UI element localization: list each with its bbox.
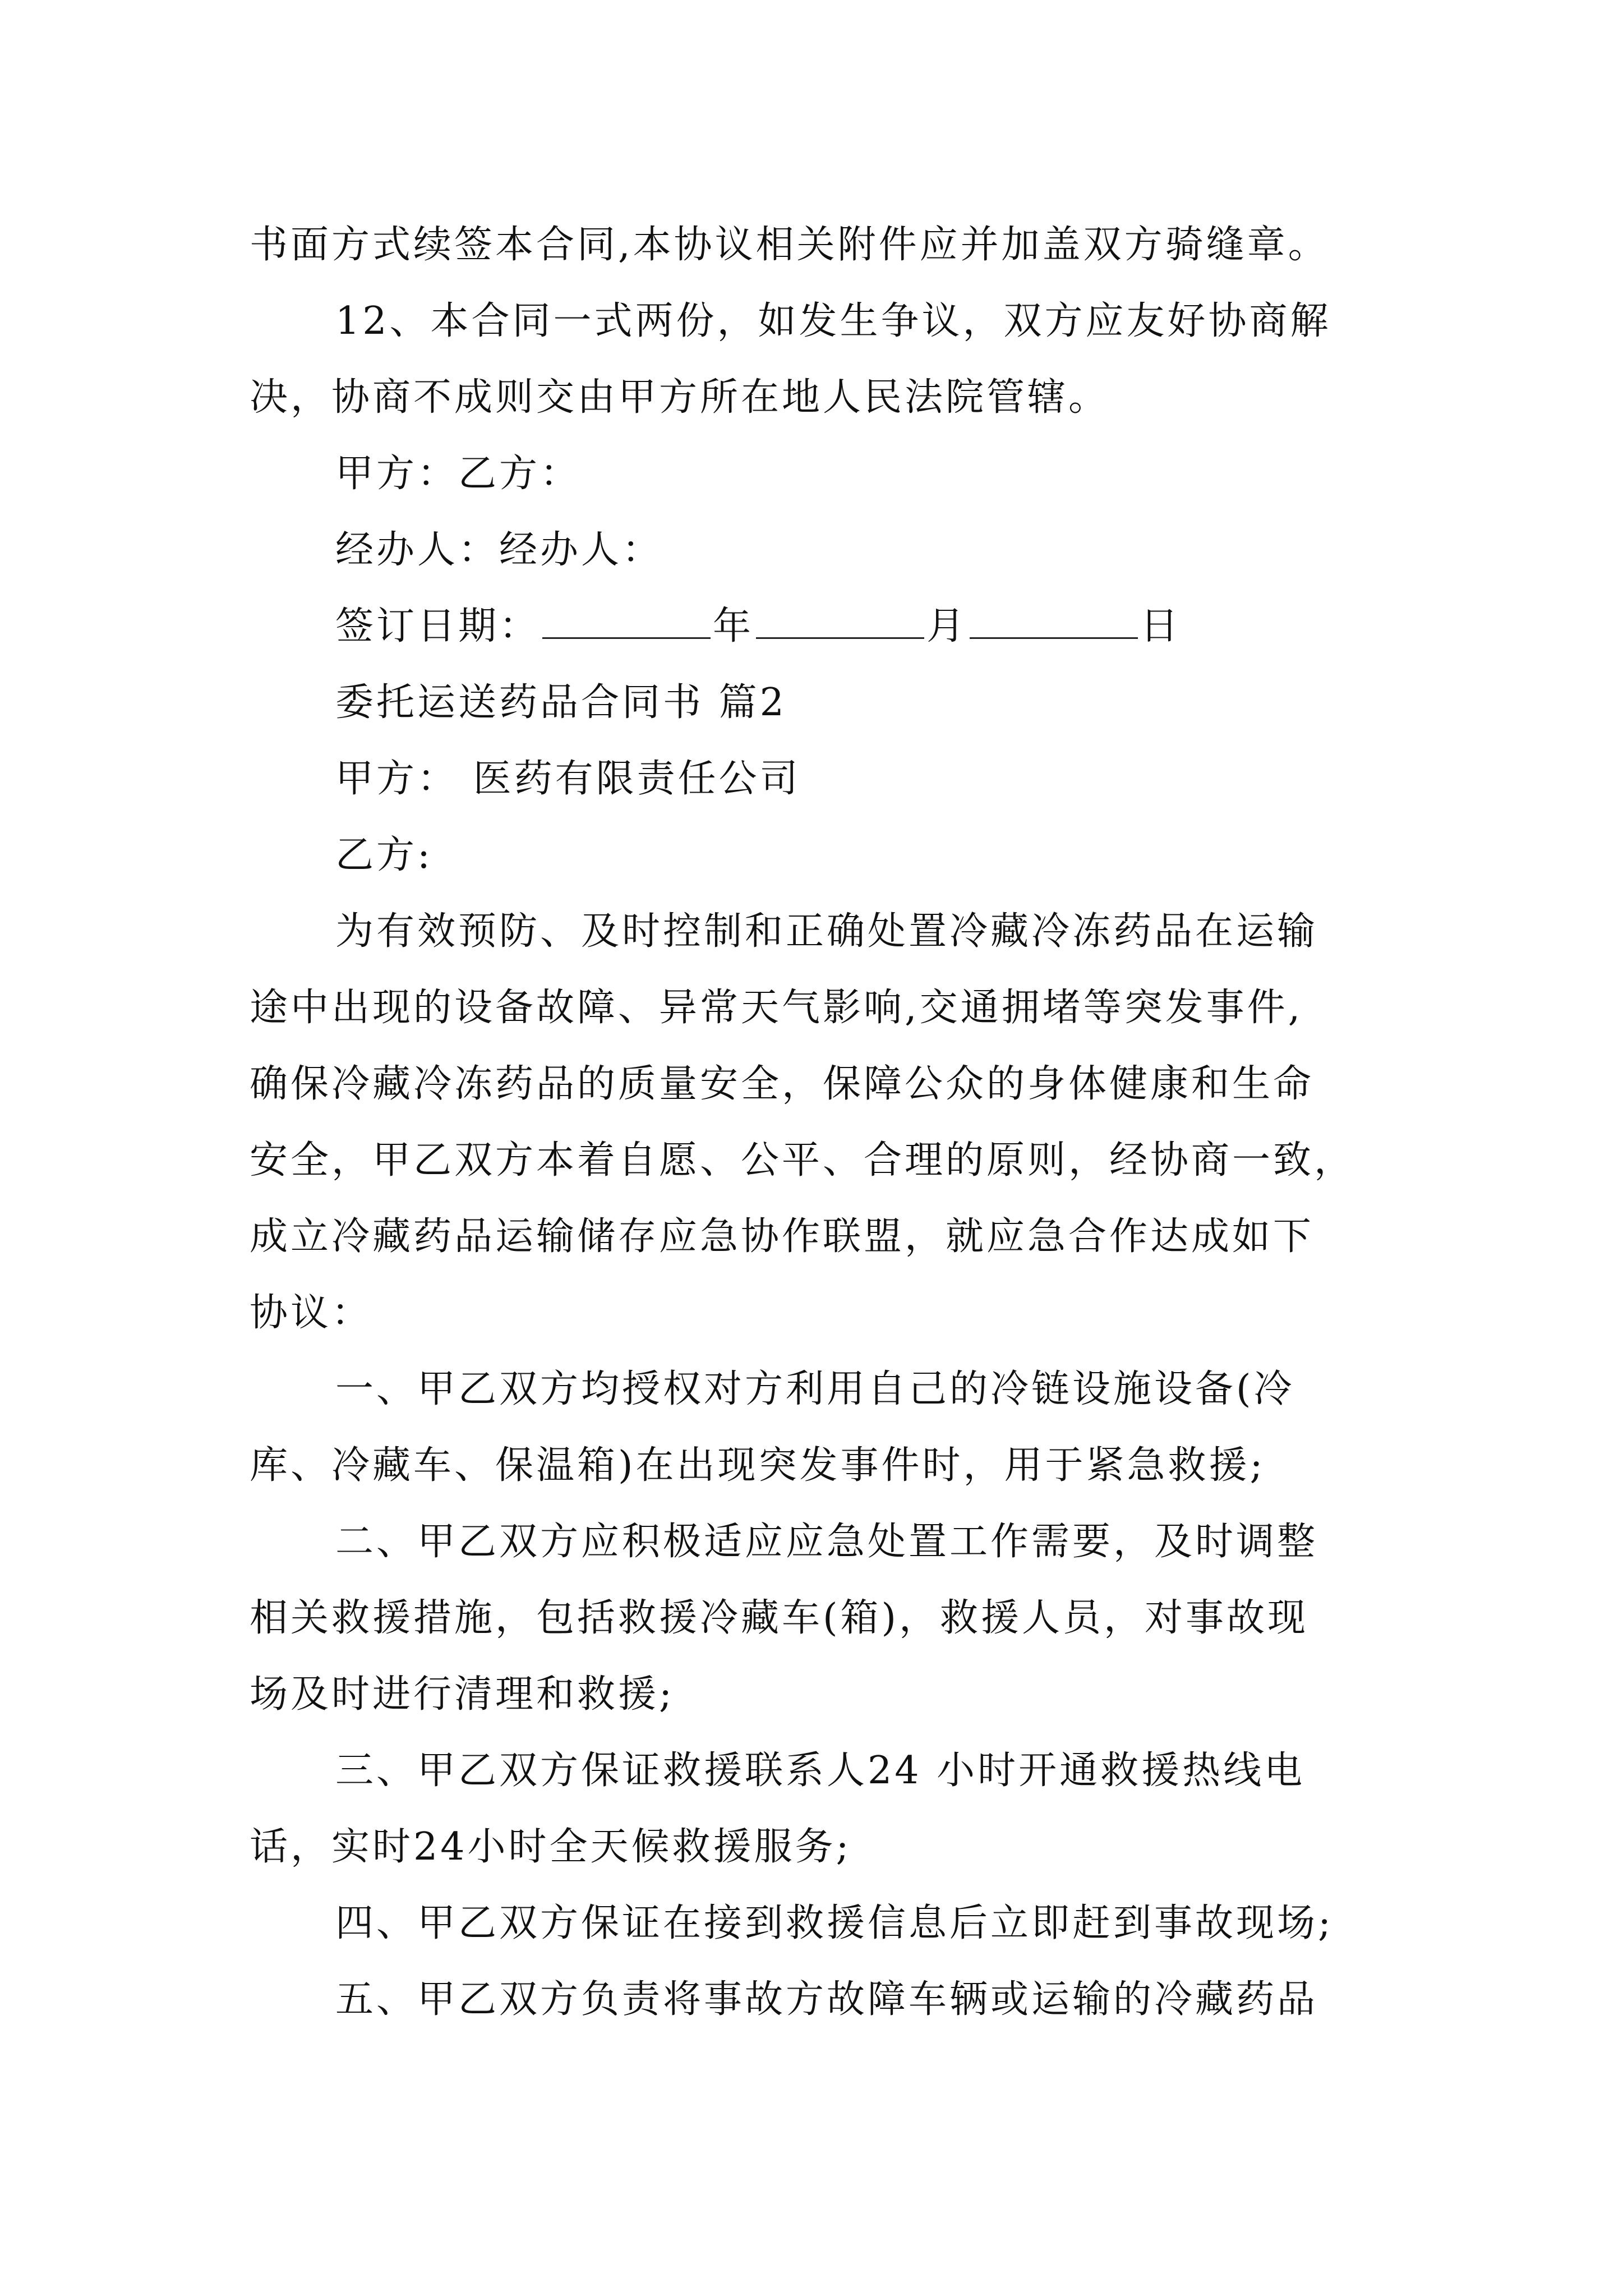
body-line: 安全，甲乙双方本着自愿、公平、合理的原则，经协商一致， [250,1138,1355,1182]
party-label-line: 甲方：乙方： [335,452,582,496]
section-title: 委托运送药品合同书 篇2 [335,680,787,725]
day-blank [970,602,1138,639]
body-line: 四、甲乙双方保证在接到救援信息后立即赶到事故现场; [335,1901,1334,1945]
body-line: 库、冷藏车、保温箱)在出现突发事件时，用于紧急救援; [250,1443,1266,1488]
body-line: 确保冷藏冷冻药品的质量安全，保障公众的身体健康和生命 [250,1062,1315,1106]
body-line: 相关救援措施，包括救援冷藏车(箱)，救援人员，对事故现 [250,1596,1309,1640]
body-line: 为有效预防、及时控制和正确处置冷藏冷冻药品在运输 [335,909,1318,954]
month-label: 月 [926,604,968,648]
month-blank [756,602,924,639]
paragraph-line: 决，协商不成则交由甲方所在地人民法院管辖。 [250,375,1110,420]
body-line: 场及时进行清理和救援; [250,1672,675,1717]
paragraph-line: 12、本合同一式两份，如发生争议，双方应友好协商解 [335,299,1331,343]
body-line: 协议： [250,1291,373,1335]
body-line: 话，实时24小时全天候救援服务; [250,1825,852,1869]
body-line: 途中出现的设备故障、异常天气影响,交通拥堵等突发事件, [250,986,1303,1030]
day-label: 日 [1140,604,1182,648]
party-b-line: 乙方: [335,833,433,877]
year-label: 年 [713,604,754,648]
body-line: 一、甲乙双方均授权对方利用自己的冷链设施设备(冷 [335,1367,1295,1411]
body-line: 成立冷藏药品运输储存应急协作联盟，就应急合作达成如下 [250,1214,1315,1259]
body-line: 三、甲乙双方保证救援联系人24 小时开通救援热线电 [335,1749,1306,1793]
paragraph-line: 书面方式续签本合同,本协议相关附件应并加盖双方骑缝章。 [250,223,1329,267]
signing-date-label: 签订日期： [335,604,541,648]
signing-date-line [335,601,1181,652]
agent-label-line: 经办人：经办人： [335,528,663,572]
body-line: 五、甲乙双方负责将事故方故障车辆或运输的冷藏药品 [335,1977,1318,2022]
year-blank [542,602,711,639]
body-line: 二、甲乙双方应积极适应应急处置工作需要，及时调整 [335,1520,1318,1564]
party-a-line: 甲方： 医药有限责任公司 [335,757,801,801]
